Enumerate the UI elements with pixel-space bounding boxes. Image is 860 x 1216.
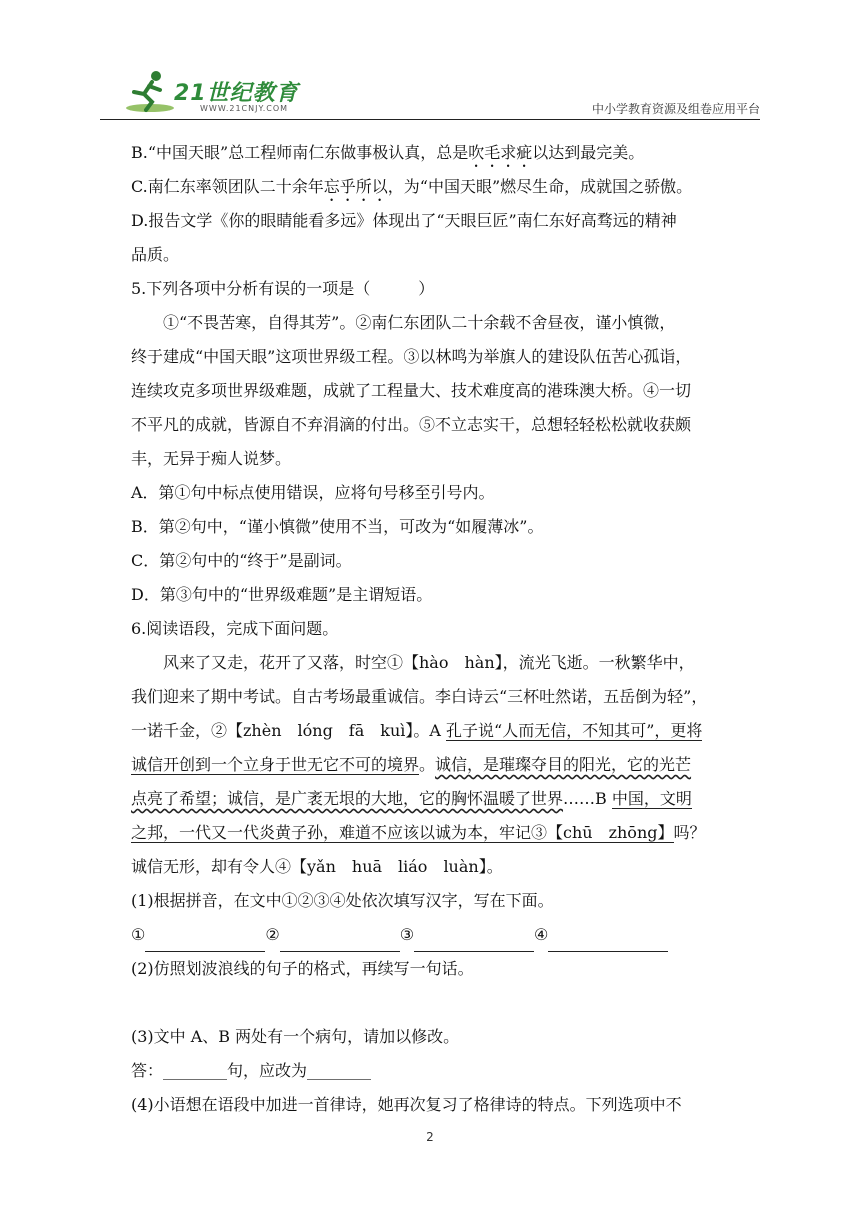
q6-passage-line: 之邦，一代又一代炎黄子孙，难道不应该以诚为本，牢记③【chū zhōng】吗？ [131,823,706,842]
logo-url: WWW.21CNJY.COM [200,104,289,113]
answer-blank-2[interactable] [280,929,400,952]
answer-blanks: ① ② ③ ④ [131,918,731,952]
question-5: 5.下列各项中分析有误的一项是（ ） [131,279,435,298]
answer-blank-1[interactable] [145,929,265,952]
header-subtitle: 中小学教育资源及组卷应用平台 [591,102,760,116]
page-header [100,68,760,120]
q5-passage-line: 丰，无异于痴人说梦。 [131,449,292,468]
option-d-q5: D．第③句中的“世界级难题”是主谓短语。 [131,585,433,604]
sub-question-4: (4)小语想在语段中加进一首律诗，她再次复习了格律诗的特点。下列选项中不 [131,1095,682,1114]
sub-question-3: (3)文中 A、B 两处有一个病句，请加以修改。 [131,1027,460,1046]
q6-passage-line: 诚信无形，却有令人④【yǎn huā liáo luàn】。 [131,857,503,876]
option-b-q4: B.“中国天眼”总工程师南仁东做事极认真，总是吹毛求疵以达到最完美。 [131,143,645,162]
site-logo [122,68,392,118]
q5-passage-line: 连续攻克多项世界级难题，成就了工程量大、技术难度高的港珠澳大桥。④一切 [131,381,692,400]
sub-question-1: (1)根据拼音，在文中①②③④处依次填写汉字，写在下面。 [131,891,554,910]
q6-passage-line: 一诺千金，②【zhèn lóng fā kuì】。A 孔子说“人而无信，不知其可”，更将 [131,721,703,740]
sentence-b-underlined: 中国，文明 [611,789,692,808]
q6-passage-line: 我们迎来了期中考试。自古考场最重诚信。李白诗云“三杯吐然诺，五岳倒为轻”， [131,687,708,706]
question-6: 6.阅读语段，完成下面问题。 [131,619,339,638]
option-b-q5: B．第②句中，“谨小慎微”使用不当，可改为“如履薄冰”。 [131,517,544,536]
q5-passage-line: 不平凡的成就，皆源自不弃涓滴的付出。⑤不立志实干，总想轻轻松松就收获颇 [131,415,692,434]
sentence-a-underlined: 孔子说“人而无信，不知其可”，更将 [446,721,703,740]
header-divider [100,119,760,120]
wavy-underlined-sentence: 诚信，是璀璨夺目的阳光，它的光芒 [435,755,692,774]
page-number: 2 [426,1130,434,1144]
q5-passage-line: ①“不畏苦寒，自得其芳”。②南仁东团队二十余载不舍昼夜，谨小慎微， [163,313,676,332]
q6-passage-line: 诚信开创到一个立身于世无它不可的境界。诚信，是璀璨夺目的阳光，它的光芒 [131,755,692,774]
q5-passage-line: 终于建成“中国天眼”这项世界级工程。③以林鸣为举旗人的建设队伍苦心孤诣， [131,347,692,366]
logo-text: 21世纪教育 [174,81,299,106]
option-d-q4: D.报告文学《你的眼睛能看多远》体现出了“天眼巨匠”南仁东好高骛远的精神 [131,211,677,230]
answer-space [131,986,731,1020]
answer-blank-4[interactable] [548,929,668,952]
option-c-q5: C．第②句中的“终于”是副词。 [131,551,352,570]
option-d-q4-cont: 品质。 [131,245,180,264]
option-a-q5: A．第①句中标点使用错误，应将句号移至引号内。 [131,483,495,502]
sub-question-3-answer: 答：________句，应改为________ [131,1061,372,1080]
option-c-q4: C.南仁东率领团队二十余年忘乎所以，为“中国天眼”燃尽生命，成就国之骄傲。 [131,177,693,196]
q6-passage-line: 点亮了希望；诚信，是广袤无垠的大地，它的胸怀温暖了世界……B 中国，文明 [131,789,692,808]
q6-passage-line: 风来了又走，花开了又落，时空①【hào hàn】，流光飞逝。一秋繁华中， [163,653,695,672]
document-body [131,136,731,1122]
runner-logo-icon [122,68,174,114]
answer-blank-3[interactable] [414,929,534,952]
sub-question-2: (2)仿照划波浪线的句子的格式，再续写一句话。 [131,959,474,978]
